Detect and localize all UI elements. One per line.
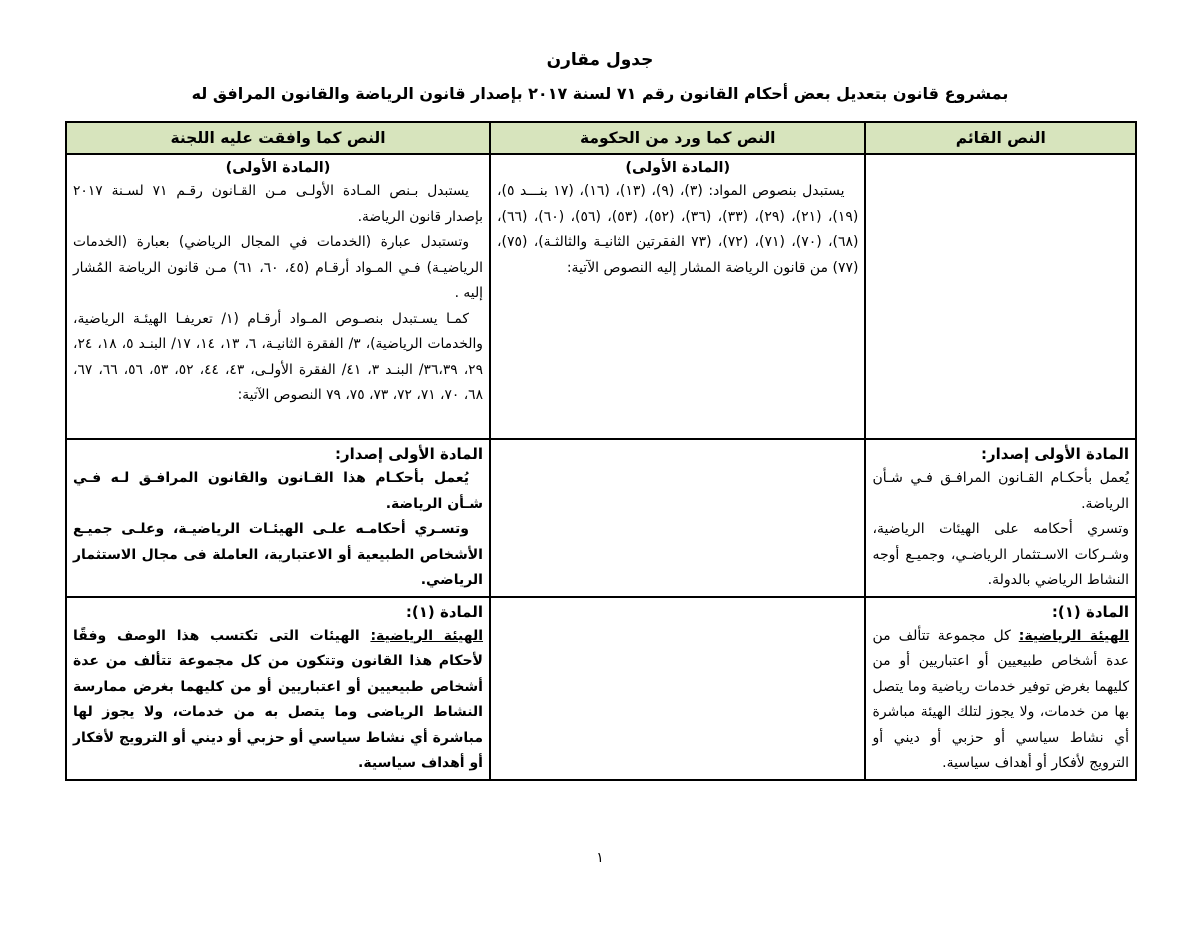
row3-committee-text: الهيئات التى تكتسب هذا الوصف وفقًا لأحكام هذا القانون وتتكون من كل مجموعة تتألف من عدة أشخاص طبيعيين أو اعتباريين أو من كليهما بغرض ممارسة النشاط الرياضى وما يتصل به من خدمات، ولا يجوز لها مباشرة أي نشاط سياسي أو حزبي أو ديني أو الترويج لأفكار أو أهداف سياسية. bbox=[73, 627, 483, 771]
page-number: ١ bbox=[596, 850, 604, 866]
document-title: جدول مقارن bbox=[546, 50, 654, 70]
row3-current-heading: المادة (١): bbox=[1051, 602, 1129, 621]
header-row bbox=[66, 122, 1136, 154]
row2-current-heading: المادة الأولى إصدار: bbox=[981, 445, 1129, 463]
header-current-text: النص القائم bbox=[865, 122, 1136, 154]
row2-committee-heading: المادة الأولى إصدار: bbox=[335, 445, 483, 463]
row1-government-cell bbox=[490, 154, 866, 439]
row3-committee-term: الهيئة الرياضية: bbox=[370, 627, 484, 644]
row1-committee-paragraph-3: كمـا يسـتبدل بنصـوص المـواد أرقـام (١/ تعريفـا الهيئـة الرياضية، والخدمات الرياضية)، ٣/ الفقرة الثانيـة، ٦، ١٣، ١٤، ١٧/ البنـد ٥، ١٨، ٢٤، ٢٩، ٣٦،٣٩/ البنـد ٣، ٤١/ الفقرة الأولـى، ٤٣، ٤٤، ٥٢، ٥٣، ٥٦، ٦٦، ٦٧، ٦٨، ٧٠، ٧١، ٧٢، ٧٣، ٧٥، ٧٩ النصوص الآتية: bbox=[73, 310, 483, 403]
row2-committee-paragraph-1: يُعمل بأحكـام هذا القـانون والقانون المرافـق لـه فـي شـأن الرياضة. bbox=[73, 470, 483, 512]
table-row bbox=[66, 439, 1136, 597]
row3-current-text: كل مجموعة تتألف من عدة أشخاص طبيعيين أو اعتباريين أو من كليهما بغرض توفير خدمات رياضية وما يتصل بها من خدمات، ولا يجوز لتلك الهيئة مباشرة أي نشاط سياسي أو حزبي أو ديني أو الترويج لأفكار أو أهداف سياسية. bbox=[872, 627, 1129, 771]
row1-current-cell bbox=[865, 154, 1136, 439]
comparison-table bbox=[65, 121, 1137, 781]
row2-current-cell bbox=[865, 439, 1136, 597]
row1-committee-paragraph-1: يستبدل بـنص المـادة الأولـى مـن القـانون رقـم ٧١ لسـنة ٢٠١٧ بإصدار قانون الرياضة. bbox=[73, 183, 483, 225]
row2-committee-paragraph-2: وتسـري أحكامـه علـى الهيئـات الرياضيـة، وعلـى جميـع الأشخاص الطبيعية أو الاعتبارية، العاملة فى مجال الاستثمار الرياضي. bbox=[73, 521, 483, 588]
row1-committee-cell bbox=[66, 154, 490, 439]
row1-committee-paragraph-2: وتستبدل عبارة (الخدمات في المجال الرياضي) بعبارة (الخدمات الرياضيـة) فـي المـواد أرقـام (٤٥، ٦٠، ٦١) مـن قانون الرياضة المُشار إليه . bbox=[73, 234, 483, 301]
table-row bbox=[66, 154, 1136, 439]
row2-current-paragraph-2: وتسري أحكامه على الهيئات الرياضية، وشـركات الاسـتثمار الرياضـي، وجميـع أوجه النشاط الرياضي بالدولة. bbox=[872, 521, 1129, 588]
row3-current-cell bbox=[865, 597, 1136, 780]
row3-current-term: الهيئة الرياضية: bbox=[1018, 627, 1130, 644]
row1-government-heading: (المادة الأولى) bbox=[625, 160, 731, 176]
header-government-text: النص كما ورد من الحكومة bbox=[490, 122, 866, 154]
row3-committee-heading: المادة (١): bbox=[405, 602, 483, 621]
header-committee-text: النص كما وافقت عليه اللجنة bbox=[66, 122, 490, 154]
row2-committee-cell bbox=[66, 439, 490, 597]
row1-committee-heading: (المادة الأولى) bbox=[225, 160, 331, 176]
table-row bbox=[66, 597, 1136, 780]
row2-government-cell bbox=[490, 439, 866, 597]
row1-government-text: يستبدل بنصوص المواد: (٣)، (٩)، (١٣)، (١٦)، (١٧ بنـــد ٥)، (١٩)، (٢١)، (٢٩)، (٣٣)، (٣٦)، (٥٢)، (٥٣)، (٥٦)، (٦٠)، (٦٦)، (٦٨)، (٧٠)، (٧١)، (٧٢)، (٧٣ الفقرتين الثانيـة والثالثـة)، (٧٥)، (٧٧) من قانون الرياضة المشار إليه النصوص الآتية: bbox=[496, 183, 859, 276]
row3-committee-cell bbox=[66, 597, 490, 780]
document-subtitle: بمشروع قانون بتعديل بعض أحكام القانون رقم ٧١ لسنة ٢٠١٧ بإصدار قانون الرياضة والقانون المرافق له bbox=[191, 84, 1009, 103]
row2-current-paragraph-1: يُعمل بأحكـام القـانون المرافـق فـي شـأن الرياضة. bbox=[872, 470, 1129, 512]
row3-government-cell bbox=[490, 597, 866, 780]
